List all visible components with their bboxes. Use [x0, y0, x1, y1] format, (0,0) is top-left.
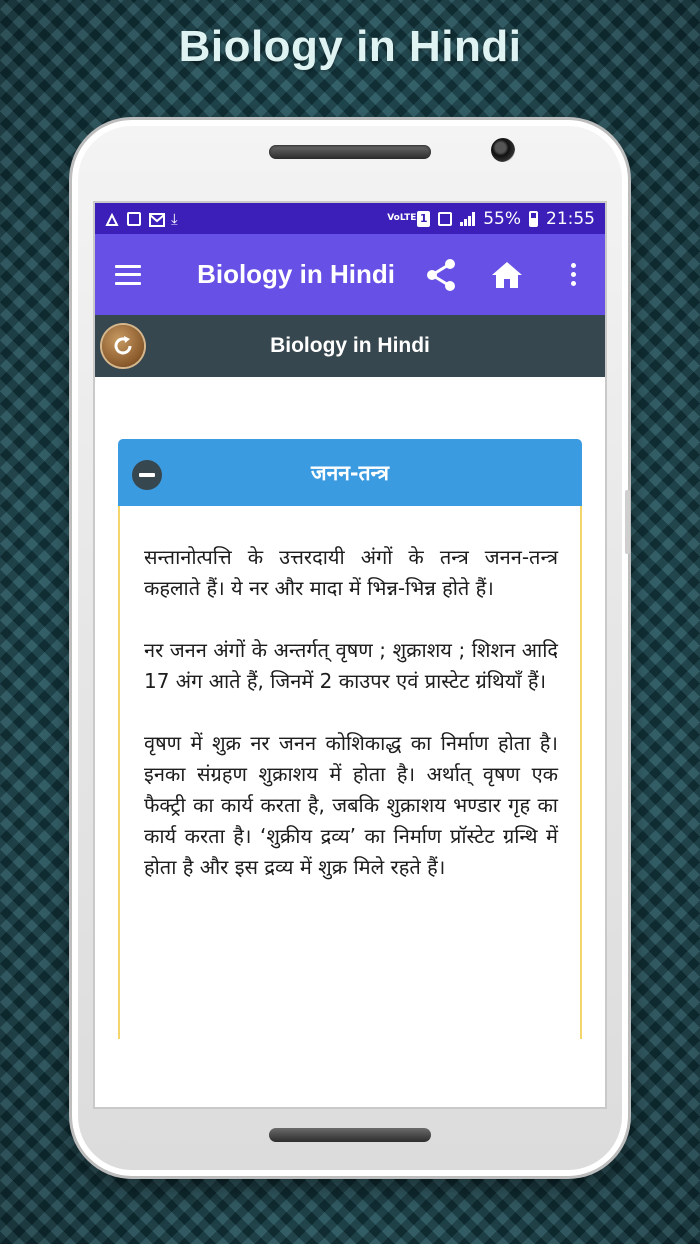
app-notification-icon [105, 212, 119, 226]
sim-icon: 1 [417, 211, 430, 227]
paragraph: सन्तानोत्पत्ति के उत्तरदायी अंगों के तन्त्र जनन-तन्त्र कहलाते हैं। ये नर और मादा में भिन्न-भिन्न होते हैं। [144, 545, 558, 600]
status-bar [95, 203, 605, 234]
paragraph: नर जनन अंगों के अन्तर्गत् वृषण ; शुक्राशय ; शिशन आदि 17 अंग आते हैं, जिनमें 2 काउपर एवं प्रास्टेट ग्रंथियाँ हैं। [144, 638, 558, 693]
app-bar [95, 234, 605, 315]
phone-speaker [269, 145, 431, 159]
status-notifications [105, 209, 185, 228]
card-header[interactable] [118, 439, 582, 506]
phone-home-bar [269, 1128, 431, 1142]
gmail-icon [149, 212, 163, 226]
collapse-icon[interactable] [132, 460, 162, 490]
phone-frame [72, 120, 628, 1176]
volte-indicator: VoLTE [387, 213, 417, 223]
content-area [95, 377, 605, 1107]
sub-header [95, 315, 605, 377]
promo-title: Biology in Hindi [178, 22, 522, 71]
app-actions [423, 257, 591, 293]
battery-icon [529, 211, 538, 227]
card-title: जनन-तन्त्र [311, 460, 389, 485]
topic-card [118, 439, 582, 1039]
home-icon[interactable] [489, 257, 525, 293]
sub-header-title: Biology in Hindi [270, 334, 430, 357]
front-camera [491, 138, 515, 162]
phone-side-button [625, 490, 630, 554]
lte-data-icon [438, 212, 452, 226]
status-system [387, 209, 595, 229]
card-body [118, 506, 582, 1039]
more-options-icon[interactable] [555, 257, 591, 293]
app-title: Biology in Hindi [197, 259, 395, 289]
clock: 21:55 [546, 208, 595, 229]
ad-area [95, 1039, 605, 1107]
paragraph: वृषण में शुक्र नर जनन कोशिकाद्ध का निर्माण होता है। इनका संग्रहण शुक्राशय में होता है। अर्थात् वृषण एक फैक्ट्री का कार्य करता है, जबकि शुक्राशय भण्डार गृह का कार्य करता है। ‘शुक्रीय द्रव्य’ का निर्माण प्रॉस्टेट ग्रन्थि में होता है और इस द्रव्य में शुक्र मिले रहते हैं। [144, 731, 558, 879]
image-icon [127, 212, 141, 226]
download-icon: ⤓ [171, 209, 178, 228]
phone-screen [95, 203, 605, 1107]
refresh-icon[interactable] [102, 325, 144, 367]
battery-percent: 55% [483, 208, 521, 229]
signal-icon [460, 212, 475, 226]
menu-icon[interactable] [115, 265, 141, 285]
share-icon[interactable] [423, 257, 459, 293]
